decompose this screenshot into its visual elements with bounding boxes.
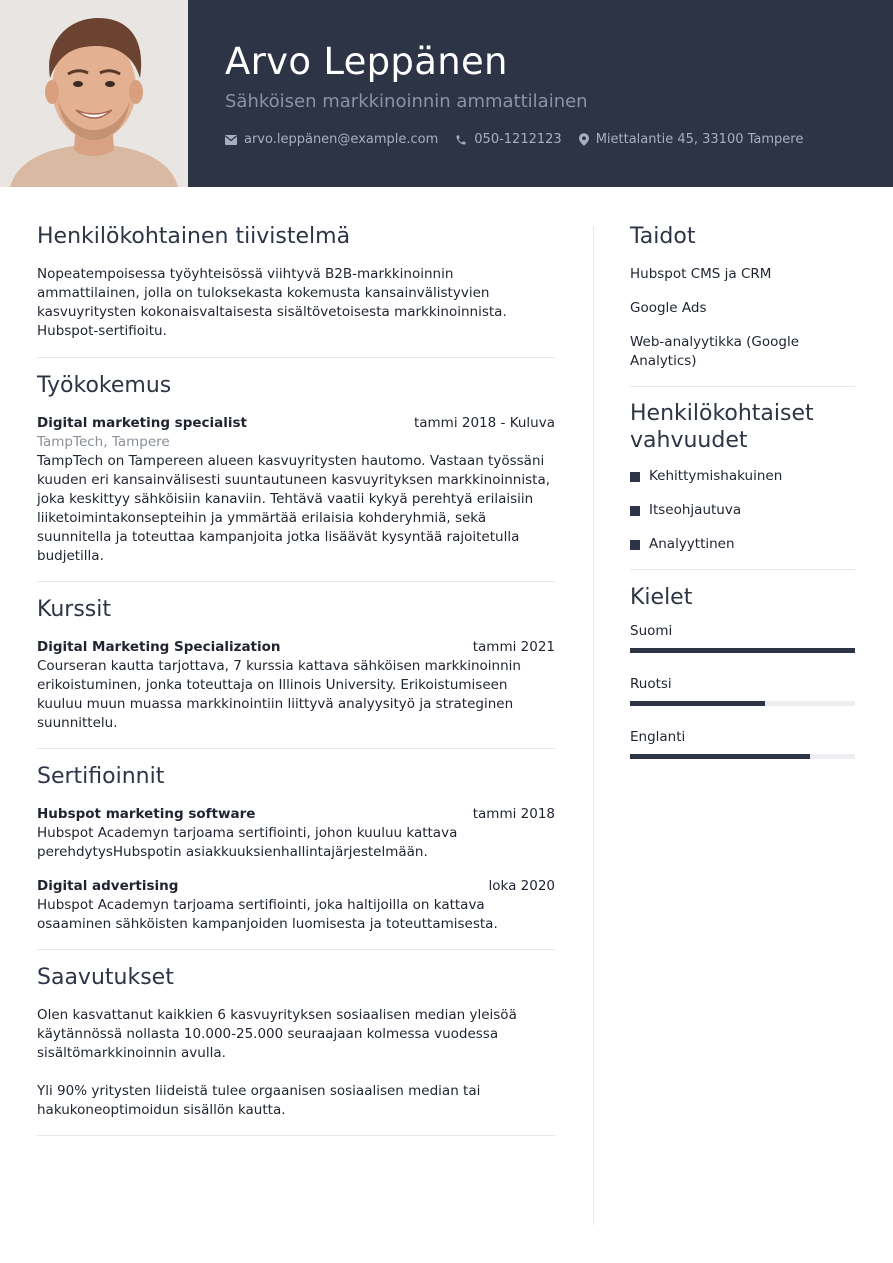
courses-heading: Kurssit <box>37 597 111 622</box>
achievement-paragraph: Yli 90% yritysten liideistä tulee orgaanisen sosiaalisen median tai hakukoneoptimoidun sisällön kautta. <box>37 1083 481 1118</box>
summary-text: Nopeatempoisessa työyhteisössä viihtyvä B2B-markkinoinnin ammattilainen, jolla on tuloksekasta kokemusta kansainvälistyvien kasvuyritysten kokonaisvaltaisesta sisältövetoisesta markkinoinnista. Hubspot-sertifioitu. <box>37 266 507 339</box>
section-divider <box>37 748 555 749</box>
languages-section <box>630 583 855 759</box>
skills-heading: Taidot <box>630 224 696 249</box>
entry-title: Digital advertising <box>37 878 179 894</box>
language-name: Ruotsi <box>630 676 672 692</box>
certification-entry <box>37 877 555 934</box>
certifications-heading: Sertifioinnit <box>37 764 165 789</box>
certification-entry <box>37 805 555 862</box>
section-divider <box>630 569 855 570</box>
strength-label: Analyyttinen <box>649 536 735 552</box>
language-item <box>630 728 855 759</box>
strength-item <box>630 501 855 520</box>
experience-section <box>37 371 555 566</box>
experience-entry <box>37 414 555 566</box>
language-level-bar <box>630 754 855 759</box>
language-name: Englanti <box>630 729 686 745</box>
achievement-paragraph: Olen kasvattanut kaikkien 6 kasvuyrityksen sosiaalisen median yleisöä käytännössä nollasta 10.000-25.000 seuraajaan kolmessa vuodessa sisältömarkkinoinnin avulla. <box>37 1007 517 1061</box>
strength-item <box>630 535 855 554</box>
achievements-heading: Saavutukset <box>37 965 174 990</box>
entry-description: Hubspot Academyn tarjoama sertifiointi, joka haltijoilla on kattava osaaminen sähköisten kampanjoiden luomisesta ja toteuttamisesta. <box>37 897 498 932</box>
summary-section <box>37 222 555 341</box>
experience-heading: Työkokemus <box>37 373 172 398</box>
section-divider <box>37 357 555 358</box>
contact-row <box>225 132 820 147</box>
skill-item: Web-analyytikka (Google Analytics) <box>630 334 800 369</box>
entry-date: tammi 2018 <box>472 806 555 822</box>
language-name: Suomi <box>630 623 673 639</box>
achievements-section <box>37 963 555 1120</box>
entry-date: loka 2020 <box>488 878 555 894</box>
strength-item <box>630 467 855 486</box>
language-level-fill <box>630 754 810 759</box>
languages-heading: Kielet <box>630 585 693 610</box>
address-text: Miettalantie 45, 33100 Tampere <box>595 132 804 147</box>
entry-description: TampTech on Tampereen alueen kasvuyritysten hautomo. Vastaan työssäni kuuden eri kansainvälisesti suuntautuneen kasvuyrityksen markkinoinnista, joka keskittyy sähköisiin kanaviin. Tehtävä vaatii kykyä perehtyä erilaisiin liiketoimintakonsepteihin ja ymmärtää erilaisia kohderyhmiä, sekä suunnitella ja toteuttaa kampanjoita jotka lisäävät kysyntää rajoitetulla budjetilla. <box>37 453 551 564</box>
email-text: arvo.leppänen@example.com <box>244 132 439 147</box>
language-level-bar <box>630 648 855 653</box>
language-level-fill <box>630 648 855 653</box>
square-bullet-icon <box>630 540 640 550</box>
person-name: Arvo Leppänen <box>225 40 508 83</box>
course-entry <box>37 638 555 733</box>
language-level-bar <box>630 701 855 706</box>
profile-photo-illustration <box>0 0 188 187</box>
summary-heading: Henkilökohtainen tiivistelmä <box>37 224 351 249</box>
entry-title: Digital marketing specialist <box>37 415 248 431</box>
entry-date: tammi 2021 <box>472 639 555 655</box>
entry-title: Hubspot marketing software <box>37 806 256 822</box>
strengths-heading: Henkilökohtaiset vahvuudet <box>630 401 814 453</box>
side-column <box>630 222 855 759</box>
phone-icon <box>455 134 467 146</box>
entry-description: Hubspot Academyn tarjoama sertifiointi, johon kuuluu kattava perehdytysHubspotin asiakkuuksienhallintajärjestelmään. <box>37 825 458 860</box>
skill-item: Hubspot CMS ja CRM <box>630 266 772 282</box>
skills-section <box>630 222 855 371</box>
entry-description: Courseran kautta tarjottava, 7 kurssia kattava sähköisen markkinoinnin erikoistuminen, jonka toteuttaja on Illinois University. Erikoistumiseen kuuluu muun muassa markkinointiin liittyvä analyysityö ja strateginen suunnittelu. <box>37 658 521 731</box>
main-column <box>37 222 555 1136</box>
profile-photo <box>0 0 188 187</box>
language-level-fill <box>630 701 765 706</box>
strengths-section <box>630 400 855 554</box>
location-pin-icon <box>579 133 589 146</box>
square-bullet-icon <box>630 506 640 516</box>
strength-label: Kehittymishakuinen <box>649 468 783 484</box>
square-bullet-icon <box>630 472 640 482</box>
header <box>0 0 893 187</box>
contact-phone[interactable] <box>455 132 561 147</box>
language-item <box>630 675 855 706</box>
section-divider <box>37 949 555 950</box>
section-divider <box>37 1135 555 1136</box>
certifications-section <box>37 762 555 934</box>
phone-text: 050-1212123 <box>474 132 562 147</box>
mail-icon <box>225 135 237 145</box>
entry-date: tammi 2018 - Kuluva <box>413 415 555 431</box>
job-title: Sähköisen markkinoinnin ammattilainen <box>225 91 588 112</box>
entry-company: TampTech, Tampere <box>37 434 170 450</box>
language-item <box>630 622 855 653</box>
contact-email[interactable] <box>225 132 438 147</box>
skill-item: Google Ads <box>630 300 707 316</box>
courses-section <box>37 595 555 733</box>
contact-address <box>579 132 804 147</box>
column-divider <box>593 226 594 1225</box>
section-divider <box>630 386 855 387</box>
section-divider <box>37 581 555 582</box>
entry-title: Digital Marketing Specialization <box>37 639 281 655</box>
strength-label: Itseohjautuva <box>649 502 742 518</box>
